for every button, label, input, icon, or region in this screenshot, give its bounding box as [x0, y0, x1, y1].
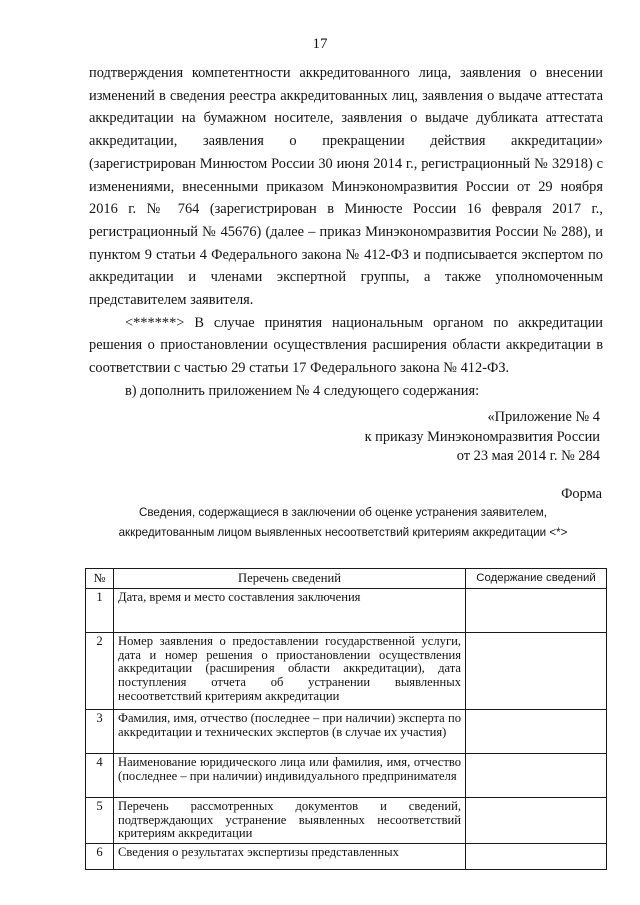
row-text: Наименование юридического лица или фамилия, имя, отчество (последнее – при наличии) индивидуального предпринимателя — [114, 753, 466, 797]
row-number: 2 — [86, 632, 114, 709]
table-header-row — [86, 569, 607, 589]
header-info-list: Перечень сведений — [114, 569, 466, 589]
body-text — [89, 62, 603, 403]
appendix-ref-line: к приказу Минэкономразвития России — [364, 428, 600, 445]
appendix-ref-line: от 23 мая 2014 г. № 284 — [456, 448, 600, 464]
row-text: Дата, время и место составления заключения — [114, 588, 466, 632]
table-row — [86, 844, 607, 870]
row-number: 1 — [86, 588, 114, 632]
row-number: 6 — [86, 844, 114, 870]
appendix-reference — [300, 408, 600, 467]
header-number: № — [86, 569, 114, 589]
info-table — [85, 568, 607, 870]
row-content — [466, 709, 607, 753]
row-content — [466, 797, 607, 843]
row-content — [466, 632, 607, 709]
appendix-ref-line: «Приложение № 4 — [487, 409, 600, 425]
table-row — [86, 632, 607, 709]
page-number: 17 — [312, 36, 328, 52]
form-title: Сведения, содержащиеся в заключении об оценке устранения заявителем, аккредитованным лицом выявленных несоответствий критериям аккредитации <*> — [118, 506, 568, 539]
table-row — [86, 753, 607, 797]
row-content — [466, 753, 607, 797]
row-number: 5 — [86, 797, 114, 843]
row-content — [466, 844, 607, 870]
paragraph-amendment: в) дополнить приложением № 4 следующего содержания: — [125, 382, 480, 399]
table-row — [86, 797, 607, 843]
row-content — [466, 588, 607, 632]
row-text: Перечень рассмотренных документов и сведений, подтверждающих устранение выявленных несоответствий критериям аккредитации — [114, 797, 466, 843]
table-row — [86, 709, 607, 753]
header-info-content: Содержание сведений — [466, 569, 607, 589]
paragraph-continuation: подтверждения компетентности аккредитованного лица, заявления о внесении изменений в сведения реестра аккредитованных лиц, заявления о выдаче аттестата аккредитации на бумажном носителе, заявления о выдаче дубликата аттестата аккредитации, заявления о прекращении действия аккредитации» (зарегистрирован Минюстом России 30 июня 2014 г., регистрационный № 32918) с изменениями, внесенными приказом Минэкономразвития России от 29 ноября 2016 г. № 764 (зарегистрирован в Минюсте России 16 февраля 2017 г., регистрационный № 45676) (далее – приказ Минэкономразвития России № 288), и пунктом 9 статьи 4 Федерального закона № 412-ФЗ и подписывается экспертом по аккредитации и членами экспертной группы, а также уполномоченным представителем заявителя. — [89, 65, 603, 309]
form-label: Форма — [561, 486, 602, 502]
table-row — [86, 588, 607, 632]
row-number: 4 — [86, 753, 114, 797]
paragraph-footnote-note: <******> В случае принятия национальным органом по аккредитации решения о приостановлении осуществления расширения области аккредитации в соответствии с частью 29 статьи 17 Федерального закона № 412-ФЗ. — [89, 314, 603, 377]
row-text: Номер заявления о предоставлении государственной услуги, дата и номер решения о приостановлении осуществления аккредитации (расширения области аккредитации), дата поступления отчета об устранении выявленных несоответствий критериям аккредитации — [114, 632, 466, 709]
row-number: 3 — [86, 709, 114, 753]
row-text: Фамилия, имя, отчество (последнее – при наличии) эксперта по аккредитации и технических экспертов (в случае их участия) — [114, 709, 466, 753]
row-text: Сведения о результатах экспертизы представленных — [114, 844, 466, 870]
